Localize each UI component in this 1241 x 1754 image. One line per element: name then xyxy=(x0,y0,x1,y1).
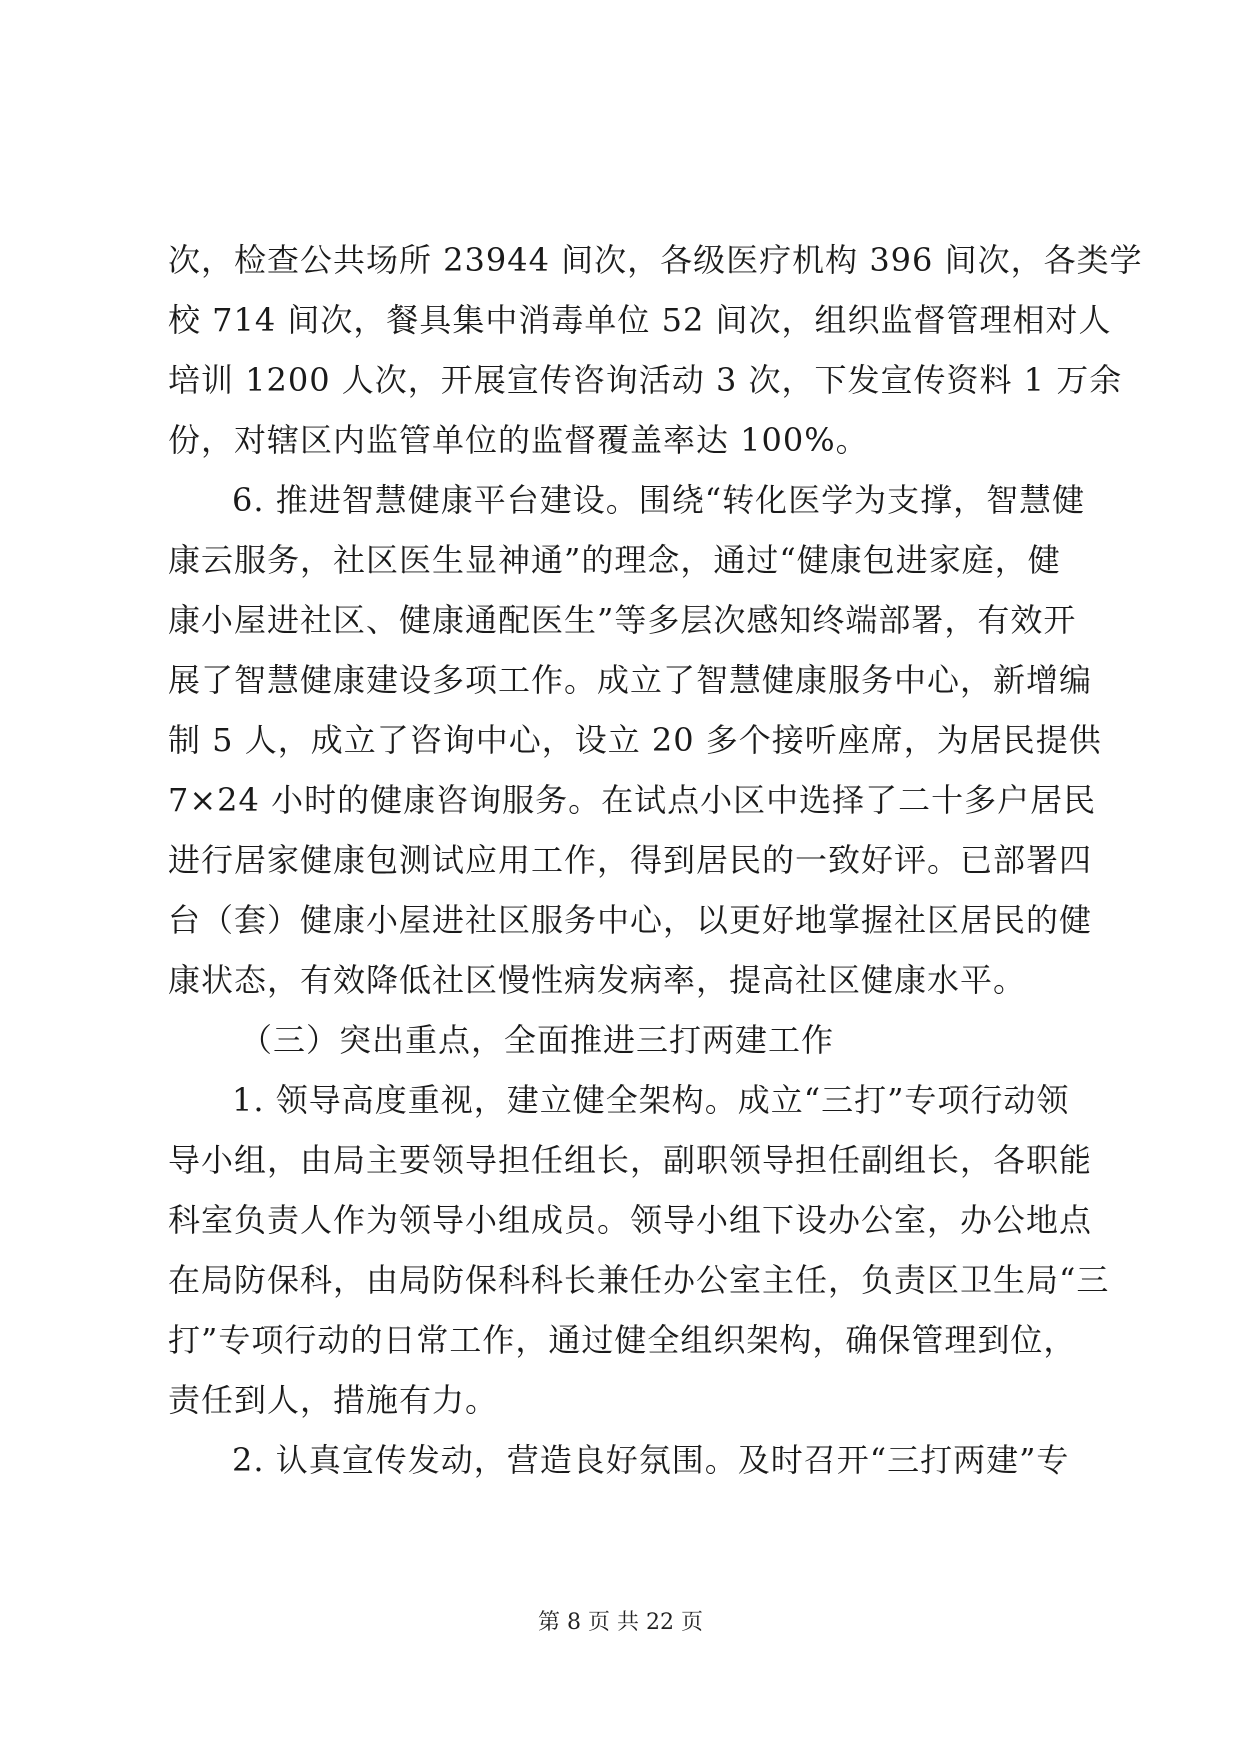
text-line: 1. 领导高度重视，建立健全架构。成立“三打”专项行动领 xyxy=(232,1081,1070,1119)
document-body xyxy=(168,230,1143,1490)
text-line: 科室负责人作为领导小组成员。领导小组下设办公室，办公地点 xyxy=(168,1201,1093,1239)
paragraph-smart-health xyxy=(168,470,1102,1010)
text-line: 台（套）健康小屋进社区服务中心，以更好地掌握社区居民的健 xyxy=(168,901,1093,939)
page-footer xyxy=(0,1608,1241,1638)
text-line: 打”专项行动的日常工作，通过健全组织架构，确保管理到位， xyxy=(168,1321,1077,1359)
text-line: 6. 推进智慧健康平台建设。围绕“转化医学为支撑，智慧健 xyxy=(232,481,1086,519)
paragraph-publicity xyxy=(168,1430,1088,1490)
text-line: 展了智慧健康建设多项工作。成立了智慧健康服务中心，新增编 xyxy=(168,661,1093,699)
text-line: 2. 认真宣传发动，营造良好氛围。及时召开“三打两建”专 xyxy=(232,1441,1070,1479)
section-heading-text: （三）突出重点，全面推进三打两建工作 xyxy=(240,1021,835,1059)
text-line: 校 714 间次，餐具集中消毒单位 52 间次，组织监督管理相对人 xyxy=(168,301,1112,339)
text-line: 在局防保科，由局防保科科长兼任办公室主任，负责区卫生局“三 xyxy=(168,1261,1110,1299)
text-line: 次，检查公共场所 23944 间次，各级医疗机构 396 间次，各类学 xyxy=(168,241,1143,279)
text-line: 导小组，由局主要领导担任组长，副职领导担任副组长，各职能 xyxy=(168,1141,1093,1179)
text-line: 进行居家健康包测试应用工作，得到居民的一致好评。已部署四 xyxy=(168,841,1093,879)
text-line: 7×24 小时的健康咨询服务。在试点小区中选择了二十多户居民 xyxy=(168,781,1097,819)
text-line: 责任到人，措施有力。 xyxy=(168,1381,499,1419)
page-number-label: 第 8 页 共 22 页 xyxy=(538,1610,703,1635)
text-line: 康云服务，社区医生显神通”的理念，通过“健康包进家庭，健 xyxy=(168,541,1061,579)
paragraph-leadership xyxy=(168,1070,1110,1430)
paragraph-inspection-stats xyxy=(168,230,1143,470)
text-line: 制 5 人，成立了咨询中心，设立 20 多个接听座席，为居民提供 xyxy=(168,721,1102,759)
text-line: 康小屋进社区、健康通配医生”等多层次感知终端部署，有效开 xyxy=(168,601,1077,639)
text-line: 康状态，有效降低社区慢性病发病率，提高社区健康水平。 xyxy=(168,961,1027,999)
text-line: 份，对辖区内监管单位的监督覆盖率达 100%。 xyxy=(168,421,869,459)
text-line: 培训 1200 人次，开展宣传咨询活动 3 次，下发宣传资料 1 万余 xyxy=(168,361,1123,399)
section-heading xyxy=(168,1010,1088,1070)
